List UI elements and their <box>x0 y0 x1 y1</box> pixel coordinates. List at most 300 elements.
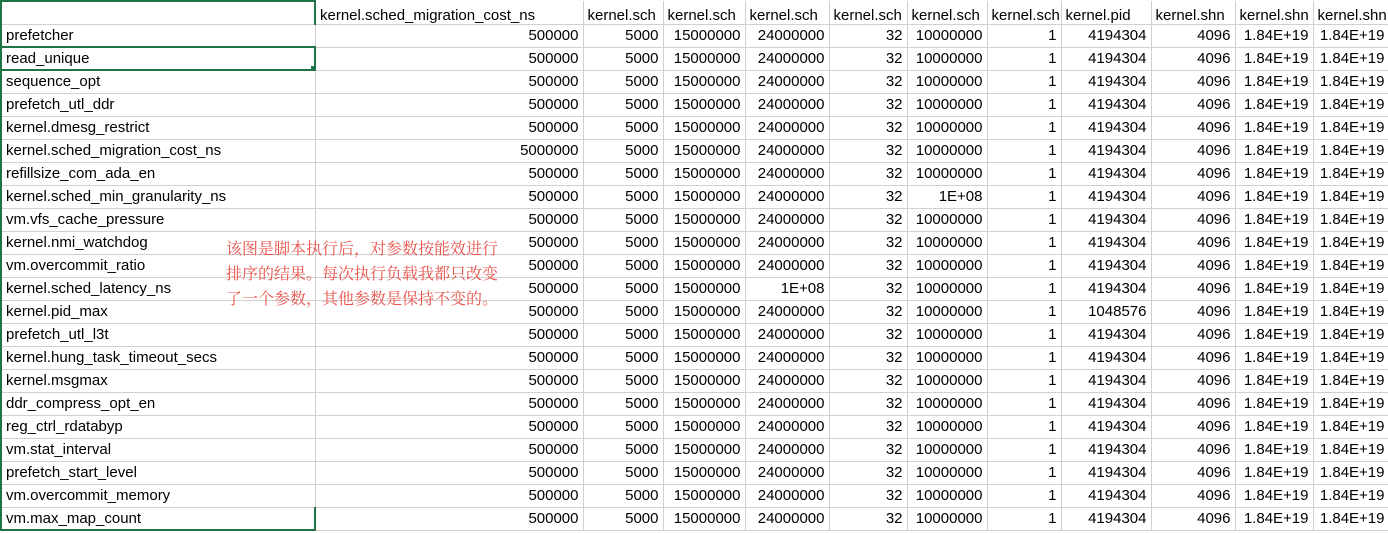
value-cell[interactable]: 1 <box>987 47 1061 70</box>
value-cell[interactable]: 10000000 <box>907 484 987 507</box>
value-cell[interactable]: 4194304 <box>1061 208 1151 231</box>
column-header[interactable]: kernel.shn <box>1235 1 1313 24</box>
value-cell[interactable]: 15000000 <box>663 484 745 507</box>
value-cell[interactable]: 10000000 <box>907 139 987 162</box>
value-cell[interactable]: 10000000 <box>907 70 987 93</box>
value-cell[interactable]: 24000000 <box>745 323 829 346</box>
value-cell[interactable]: 1.84E+19 <box>1313 346 1388 369</box>
value-cell[interactable]: 1.84E+19 <box>1313 254 1388 277</box>
value-cell[interactable]: 1.84E+19 <box>1235 185 1313 208</box>
value-cell[interactable]: 4194304 <box>1061 70 1151 93</box>
value-cell[interactable]: 1 <box>987 231 1061 254</box>
table-body[interactable] <box>1 24 1388 530</box>
table-row[interactable] <box>1 323 1388 346</box>
value-cell[interactable]: 24000000 <box>745 346 829 369</box>
value-cell[interactable]: 4096 <box>1151 162 1235 185</box>
parameter-name-cell[interactable]: kernel.sched_min_granularity_ns <box>1 185 315 208</box>
value-cell[interactable]: 1.84E+19 <box>1313 185 1388 208</box>
table-row[interactable] <box>1 162 1388 185</box>
value-cell[interactable]: 10000000 <box>907 323 987 346</box>
value-cell[interactable]: 1.84E+19 <box>1235 277 1313 300</box>
value-cell[interactable]: 24000000 <box>745 24 829 47</box>
value-cell[interactable]: 4194304 <box>1061 24 1151 47</box>
value-cell[interactable]: 4194304 <box>1061 116 1151 139</box>
value-cell[interactable]: 4194304 <box>1061 461 1151 484</box>
parameter-name-cell[interactable]: read_unique <box>1 47 315 70</box>
value-cell[interactable]: 4096 <box>1151 185 1235 208</box>
value-cell[interactable]: 15000000 <box>663 415 745 438</box>
value-cell[interactable]: 32 <box>829 254 907 277</box>
value-cell[interactable]: 24000000 <box>745 300 829 323</box>
parameter-name-cell[interactable]: prefetch_utl_l3t <box>1 323 315 346</box>
value-cell[interactable]: 4194304 <box>1061 507 1151 530</box>
value-cell[interactable]: 10000000 <box>907 277 987 300</box>
value-cell[interactable]: 32 <box>829 415 907 438</box>
value-cell[interactable]: 5000 <box>583 323 663 346</box>
value-cell[interactable]: 4096 <box>1151 231 1235 254</box>
value-cell[interactable]: 4194304 <box>1061 47 1151 70</box>
table-row[interactable] <box>1 461 1388 484</box>
value-cell[interactable]: 500000 <box>315 415 583 438</box>
value-cell[interactable]: 1.84E+19 <box>1235 346 1313 369</box>
value-cell[interactable]: 500000 <box>315 254 583 277</box>
table-row[interactable] <box>1 24 1388 47</box>
value-cell[interactable]: 1.84E+19 <box>1235 507 1313 530</box>
parameter-name-cell[interactable]: vm.overcommit_memory <box>1 484 315 507</box>
value-cell[interactable]: 10000000 <box>907 93 987 116</box>
value-cell[interactable]: 1 <box>987 162 1061 185</box>
value-cell[interactable]: 32 <box>829 208 907 231</box>
value-cell[interactable]: 10000000 <box>907 461 987 484</box>
value-cell[interactable]: 10000000 <box>907 208 987 231</box>
value-cell[interactable]: 24000000 <box>745 438 829 461</box>
value-cell[interactable]: 10000000 <box>907 254 987 277</box>
value-cell[interactable]: 500000 <box>315 484 583 507</box>
parameter-name-cell[interactable]: ddr_compress_opt_en <box>1 392 315 415</box>
value-cell[interactable]: 4194304 <box>1061 346 1151 369</box>
value-cell[interactable]: 1.84E+19 <box>1235 47 1313 70</box>
value-cell[interactable]: 4096 <box>1151 300 1235 323</box>
value-cell[interactable]: 500000 <box>315 116 583 139</box>
value-cell[interactable]: 10000000 <box>907 300 987 323</box>
value-cell[interactable]: 1 <box>987 254 1061 277</box>
value-cell[interactable]: 32 <box>829 185 907 208</box>
value-cell[interactable]: 15000000 <box>663 346 745 369</box>
value-cell[interactable]: 4096 <box>1151 70 1235 93</box>
value-cell[interactable]: 24000000 <box>745 369 829 392</box>
value-cell[interactable]: 5000 <box>583 93 663 116</box>
value-cell[interactable]: 5000 <box>583 47 663 70</box>
value-cell[interactable]: 500000 <box>315 369 583 392</box>
value-cell[interactable]: 4096 <box>1151 47 1235 70</box>
value-cell[interactable]: 5000 <box>583 461 663 484</box>
value-cell[interactable]: 15000000 <box>663 507 745 530</box>
value-cell[interactable]: 1.84E+19 <box>1313 507 1388 530</box>
parameter-name-cell[interactable]: kernel.dmesg_restrict <box>1 116 315 139</box>
value-cell[interactable]: 1.84E+19 <box>1235 392 1313 415</box>
parameter-name-cell[interactable]: vm.stat_interval <box>1 438 315 461</box>
value-cell[interactable]: 4194304 <box>1061 231 1151 254</box>
value-cell[interactable]: 32 <box>829 116 907 139</box>
value-cell[interactable]: 32 <box>829 461 907 484</box>
value-cell[interactable]: 1 <box>987 415 1061 438</box>
value-cell[interactable]: 1 <box>987 116 1061 139</box>
value-cell[interactable]: 15000000 <box>663 277 745 300</box>
value-cell[interactable]: 1.84E+19 <box>1313 24 1388 47</box>
value-cell[interactable]: 5000 <box>583 507 663 530</box>
table-row[interactable] <box>1 139 1388 162</box>
value-cell[interactable]: 4096 <box>1151 392 1235 415</box>
value-cell[interactable]: 4096 <box>1151 369 1235 392</box>
value-cell[interactable]: 4194304 <box>1061 415 1151 438</box>
value-cell[interactable]: 15000000 <box>663 461 745 484</box>
value-cell[interactable]: 32 <box>829 139 907 162</box>
value-cell[interactable]: 5000 <box>583 231 663 254</box>
value-cell[interactable]: 1.84E+19 <box>1235 300 1313 323</box>
table-row[interactable] <box>1 93 1388 116</box>
value-cell[interactable]: 1.84E+19 <box>1235 139 1313 162</box>
value-cell[interactable]: 32 <box>829 70 907 93</box>
value-cell[interactable]: 500000 <box>315 507 583 530</box>
parameter-name-cell[interactable]: vm.vfs_cache_pressure <box>1 208 315 231</box>
value-cell[interactable]: 5000 <box>583 392 663 415</box>
table-row[interactable] <box>1 415 1388 438</box>
table-row[interactable] <box>1 300 1388 323</box>
value-cell[interactable]: 4096 <box>1151 139 1235 162</box>
value-cell[interactable]: 500000 <box>315 277 583 300</box>
value-cell[interactable]: 1 <box>987 392 1061 415</box>
value-cell[interactable]: 4096 <box>1151 323 1235 346</box>
value-cell[interactable]: 1 <box>987 507 1061 530</box>
value-cell[interactable]: 1 <box>987 24 1061 47</box>
value-cell[interactable]: 5000 <box>583 162 663 185</box>
table-row[interactable] <box>1 484 1388 507</box>
value-cell[interactable]: 500000 <box>315 208 583 231</box>
parameter-name-cell[interactable]: sequence_opt <box>1 70 315 93</box>
value-cell[interactable]: 4194304 <box>1061 277 1151 300</box>
value-cell[interactable]: 500000 <box>315 162 583 185</box>
column-header[interactable]: kernel.pid <box>1061 1 1151 24</box>
value-cell[interactable]: 500000 <box>315 185 583 208</box>
column-header-name[interactable] <box>1 1 315 24</box>
column-header[interactable]: kernel.shn <box>1151 1 1235 24</box>
value-cell[interactable]: 24000000 <box>745 162 829 185</box>
value-cell[interactable]: 1.84E+19 <box>1313 208 1388 231</box>
value-cell[interactable]: 5000 <box>583 208 663 231</box>
value-cell[interactable]: 1.84E+19 <box>1313 93 1388 116</box>
value-cell[interactable]: 5000 <box>583 116 663 139</box>
value-cell[interactable]: 1.84E+19 <box>1313 392 1388 415</box>
value-cell[interactable]: 24000000 <box>745 47 829 70</box>
value-cell[interactable]: 10000000 <box>907 507 987 530</box>
value-cell[interactable]: 500000 <box>315 24 583 47</box>
value-cell[interactable]: 1E+08 <box>907 185 987 208</box>
value-cell[interactable]: 1.84E+19 <box>1313 369 1388 392</box>
value-cell[interactable]: 5000 <box>583 185 663 208</box>
value-cell[interactable]: 32 <box>829 47 907 70</box>
value-cell[interactable]: 15000000 <box>663 116 745 139</box>
value-cell[interactable]: 10000000 <box>907 369 987 392</box>
table-row[interactable] <box>1 392 1388 415</box>
parameter-name-cell[interactable]: kernel.nmi_watchdog <box>1 231 315 254</box>
value-cell[interactable]: 15000000 <box>663 323 745 346</box>
table-row[interactable] <box>1 346 1388 369</box>
value-cell[interactable]: 15000000 <box>663 162 745 185</box>
value-cell[interactable]: 4096 <box>1151 254 1235 277</box>
value-cell[interactable]: 24000000 <box>745 185 829 208</box>
value-cell[interactable]: 1 <box>987 369 1061 392</box>
value-cell[interactable]: 5000 <box>583 369 663 392</box>
value-cell[interactable]: 15000000 <box>663 185 745 208</box>
table-row[interactable] <box>1 116 1388 139</box>
value-cell[interactable]: 15000000 <box>663 369 745 392</box>
value-cell[interactable]: 15000000 <box>663 300 745 323</box>
value-cell[interactable]: 32 <box>829 392 907 415</box>
table-row[interactable] <box>1 254 1388 277</box>
value-cell[interactable]: 15000000 <box>663 231 745 254</box>
value-cell[interactable]: 24000000 <box>745 116 829 139</box>
value-cell[interactable]: 1 <box>987 139 1061 162</box>
value-cell[interactable]: 4096 <box>1151 208 1235 231</box>
table-row[interactable] <box>1 438 1388 461</box>
value-cell[interactable]: 1.84E+19 <box>1313 70 1388 93</box>
value-cell[interactable]: 1.84E+19 <box>1235 461 1313 484</box>
value-cell[interactable]: 1 <box>987 346 1061 369</box>
value-cell[interactable]: 1 <box>987 70 1061 93</box>
parameter-name-cell[interactable]: kernel.pid_max <box>1 300 315 323</box>
value-cell[interactable]: 1.84E+19 <box>1235 415 1313 438</box>
value-cell[interactable]: 1.84E+19 <box>1235 231 1313 254</box>
parameter-name-cell[interactable]: kernel.hung_task_timeout_secs <box>1 346 315 369</box>
value-cell[interactable]: 500000 <box>315 323 583 346</box>
value-cell[interactable]: 24000000 <box>745 392 829 415</box>
value-cell[interactable]: 24000000 <box>745 254 829 277</box>
value-cell[interactable]: 500000 <box>315 231 583 254</box>
value-cell[interactable]: 500000 <box>315 461 583 484</box>
value-cell[interactable]: 1 <box>987 438 1061 461</box>
value-cell[interactable]: 5000 <box>583 24 663 47</box>
value-cell[interactable]: 5000 <box>583 415 663 438</box>
table-row[interactable] <box>1 208 1388 231</box>
parameter-name-cell[interactable]: kernel.sched_latency_ns <box>1 277 315 300</box>
value-cell[interactable]: 15000000 <box>663 392 745 415</box>
value-cell[interactable]: 32 <box>829 323 907 346</box>
value-cell[interactable]: 15000000 <box>663 208 745 231</box>
value-cell[interactable]: 5000 <box>583 139 663 162</box>
value-cell[interactable]: 15000000 <box>663 139 745 162</box>
column-header[interactable]: kernel.sch <box>829 1 907 24</box>
value-cell[interactable]: 1.84E+19 <box>1235 93 1313 116</box>
value-cell[interactable]: 32 <box>829 484 907 507</box>
value-cell[interactable]: 1.84E+19 <box>1235 208 1313 231</box>
parameter-name-cell[interactable]: vm.overcommit_ratio <box>1 254 315 277</box>
value-cell[interactable]: 32 <box>829 346 907 369</box>
value-cell[interactable]: 1.84E+19 <box>1235 254 1313 277</box>
value-cell[interactable]: 15000000 <box>663 70 745 93</box>
value-cell[interactable]: 1.84E+19 <box>1313 139 1388 162</box>
value-cell[interactable]: 32 <box>829 24 907 47</box>
value-cell[interactable]: 24000000 <box>745 484 829 507</box>
value-cell[interactable]: 1.84E+19 <box>1235 24 1313 47</box>
value-cell[interactable]: 1.84E+19 <box>1235 70 1313 93</box>
table-header <box>1 1 1388 24</box>
value-cell[interactable]: 15000000 <box>663 24 745 47</box>
value-cell[interactable]: 1 <box>987 300 1061 323</box>
value-cell[interactable]: 1.84E+19 <box>1235 323 1313 346</box>
value-cell[interactable]: 5000 <box>583 346 663 369</box>
value-cell[interactable]: 4096 <box>1151 461 1235 484</box>
value-cell[interactable]: 1.84E+19 <box>1235 484 1313 507</box>
value-cell[interactable]: 1 <box>987 185 1061 208</box>
value-cell[interactable]: 32 <box>829 507 907 530</box>
value-cell[interactable]: 10000000 <box>907 47 987 70</box>
value-cell[interactable]: 500000 <box>315 93 583 116</box>
table-row[interactable] <box>1 507 1388 530</box>
value-cell[interactable]: 10000000 <box>907 392 987 415</box>
value-cell[interactable]: 1.84E+19 <box>1313 484 1388 507</box>
value-cell[interactable]: 1.84E+19 <box>1313 300 1388 323</box>
value-cell[interactable]: 15000000 <box>663 93 745 116</box>
value-cell[interactable]: 4194304 <box>1061 254 1151 277</box>
value-cell[interactable]: 1.84E+19 <box>1313 116 1388 139</box>
value-cell[interactable]: 32 <box>829 93 907 116</box>
value-cell[interactable]: 1.84E+19 <box>1235 438 1313 461</box>
table-row[interactable] <box>1 277 1388 300</box>
column-header[interactable]: kernel.sch <box>663 1 745 24</box>
table-row[interactable] <box>1 70 1388 93</box>
value-cell[interactable]: 500000 <box>315 47 583 70</box>
column-header[interactable]: kernel.sched_migration_cost_ns <box>315 1 583 24</box>
value-cell[interactable]: 4194304 <box>1061 484 1151 507</box>
value-cell[interactable]: 1.84E+19 <box>1235 369 1313 392</box>
value-cell[interactable]: 4096 <box>1151 24 1235 47</box>
parameter-name-cell[interactable]: prefetcher <box>1 24 315 47</box>
value-cell[interactable]: 1.84E+19 <box>1313 47 1388 70</box>
column-header[interactable]: kernel.shn <box>1313 1 1388 24</box>
value-cell[interactable]: 1 <box>987 277 1061 300</box>
parameter-name-cell[interactable]: kernel.sched_migration_cost_ns <box>1 139 315 162</box>
value-cell[interactable]: 500000 <box>315 70 583 93</box>
value-cell[interactable]: 24000000 <box>745 93 829 116</box>
value-cell[interactable]: 1 <box>987 484 1061 507</box>
value-cell[interactable]: 500000 <box>315 392 583 415</box>
value-cell[interactable]: 24000000 <box>745 231 829 254</box>
value-cell[interactable]: 4096 <box>1151 116 1235 139</box>
column-header[interactable]: kernel.sch <box>583 1 663 24</box>
value-cell[interactable]: 4194304 <box>1061 392 1151 415</box>
value-cell[interactable]: 10000000 <box>907 231 987 254</box>
value-cell[interactable]: 5000000 <box>315 139 583 162</box>
parameter-name-cell[interactable]: refillsize_com_ada_en <box>1 162 315 185</box>
value-cell[interactable]: 10000000 <box>907 162 987 185</box>
value-cell[interactable]: 5000 <box>583 254 663 277</box>
value-cell[interactable]: 1E+08 <box>745 277 829 300</box>
value-cell[interactable]: 15000000 <box>663 438 745 461</box>
value-cell[interactable]: 1048576 <box>1061 300 1151 323</box>
value-cell[interactable]: 4194304 <box>1061 369 1151 392</box>
value-cell[interactable]: 32 <box>829 162 907 185</box>
value-cell[interactable]: 5000 <box>583 70 663 93</box>
value-cell[interactable]: 1.84E+19 <box>1313 162 1388 185</box>
parameter-name-cell[interactable]: prefetch_utl_ddr <box>1 93 315 116</box>
value-cell[interactable]: 500000 <box>315 438 583 461</box>
value-cell[interactable]: 4096 <box>1151 507 1235 530</box>
parameter-name-cell[interactable]: reg_ctrl_rdatabyp <box>1 415 315 438</box>
parameter-name-cell[interactable]: kernel.msgmax <box>1 369 315 392</box>
value-cell[interactable]: 5000 <box>583 438 663 461</box>
value-cell[interactable]: 5000 <box>583 484 663 507</box>
value-cell[interactable]: 32 <box>829 231 907 254</box>
value-cell[interactable]: 10000000 <box>907 438 987 461</box>
value-cell[interactable]: 4096 <box>1151 484 1235 507</box>
value-cell[interactable]: 5000 <box>583 300 663 323</box>
value-cell[interactable]: 24000000 <box>745 415 829 438</box>
value-cell[interactable]: 4194304 <box>1061 185 1151 208</box>
value-cell[interactable]: 10000000 <box>907 415 987 438</box>
value-cell[interactable]: 32 <box>829 300 907 323</box>
value-cell[interactable]: 10000000 <box>907 116 987 139</box>
value-cell[interactable]: 32 <box>829 369 907 392</box>
value-cell[interactable]: 5000 <box>583 277 663 300</box>
value-cell[interactable]: 15000000 <box>663 254 745 277</box>
column-header[interactable]: kernel.sch <box>907 1 987 24</box>
value-cell[interactable]: 1.84E+19 <box>1313 277 1388 300</box>
value-cell[interactable]: 1.84E+19 <box>1235 116 1313 139</box>
value-cell[interactable]: 4096 <box>1151 415 1235 438</box>
value-cell[interactable]: 4096 <box>1151 93 1235 116</box>
value-cell[interactable]: 500000 <box>315 300 583 323</box>
value-cell[interactable]: 1.84E+19 <box>1313 461 1388 484</box>
value-cell[interactable]: 1.84E+19 <box>1313 323 1388 346</box>
value-cell[interactable]: 4194304 <box>1061 323 1151 346</box>
table-row[interactable] <box>1 185 1388 208</box>
value-cell[interactable]: 4096 <box>1151 346 1235 369</box>
value-cell[interactable]: 15000000 <box>663 47 745 70</box>
value-cell[interactable]: 1 <box>987 208 1061 231</box>
value-cell[interactable]: 1 <box>987 323 1061 346</box>
column-header[interactable]: kernel.sch <box>987 1 1061 24</box>
value-cell[interactable]: 1 <box>987 461 1061 484</box>
value-cell[interactable]: 32 <box>829 277 907 300</box>
column-header[interactable]: kernel.sch <box>745 1 829 24</box>
value-cell[interactable]: 4096 <box>1151 277 1235 300</box>
value-cell[interactable]: 10000000 <box>907 24 987 47</box>
value-cell[interactable]: 1.84E+19 <box>1235 162 1313 185</box>
value-cell[interactable]: 1 <box>987 93 1061 116</box>
value-cell[interactable]: 1.84E+19 <box>1313 438 1388 461</box>
value-cell[interactable]: 32 <box>829 438 907 461</box>
table-row[interactable] <box>1 369 1388 392</box>
value-cell[interactable]: 24000000 <box>745 208 829 231</box>
value-cell[interactable]: 4194304 <box>1061 139 1151 162</box>
value-cell[interactable]: 24000000 <box>745 461 829 484</box>
value-cell[interactable]: 4194304 <box>1061 162 1151 185</box>
value-cell[interactable]: 1.84E+19 <box>1313 415 1388 438</box>
value-cell[interactable]: 24000000 <box>745 139 829 162</box>
value-cell[interactable]: 4096 <box>1151 438 1235 461</box>
value-cell[interactable]: 4194304 <box>1061 93 1151 116</box>
value-cell[interactable]: 24000000 <box>745 70 829 93</box>
value-cell[interactable]: 4194304 <box>1061 438 1151 461</box>
value-cell[interactable]: 500000 <box>315 346 583 369</box>
value-cell[interactable]: 10000000 <box>907 346 987 369</box>
value-cell[interactable]: 1.84E+19 <box>1313 231 1388 254</box>
parameter-name-cell[interactable]: vm.max_map_count <box>1 507 315 530</box>
table-row[interactable] <box>1 231 1388 254</box>
parameter-name-cell[interactable]: prefetch_start_level <box>1 461 315 484</box>
table-row[interactable] <box>1 47 1388 70</box>
value-cell[interactable]: 24000000 <box>745 507 829 530</box>
